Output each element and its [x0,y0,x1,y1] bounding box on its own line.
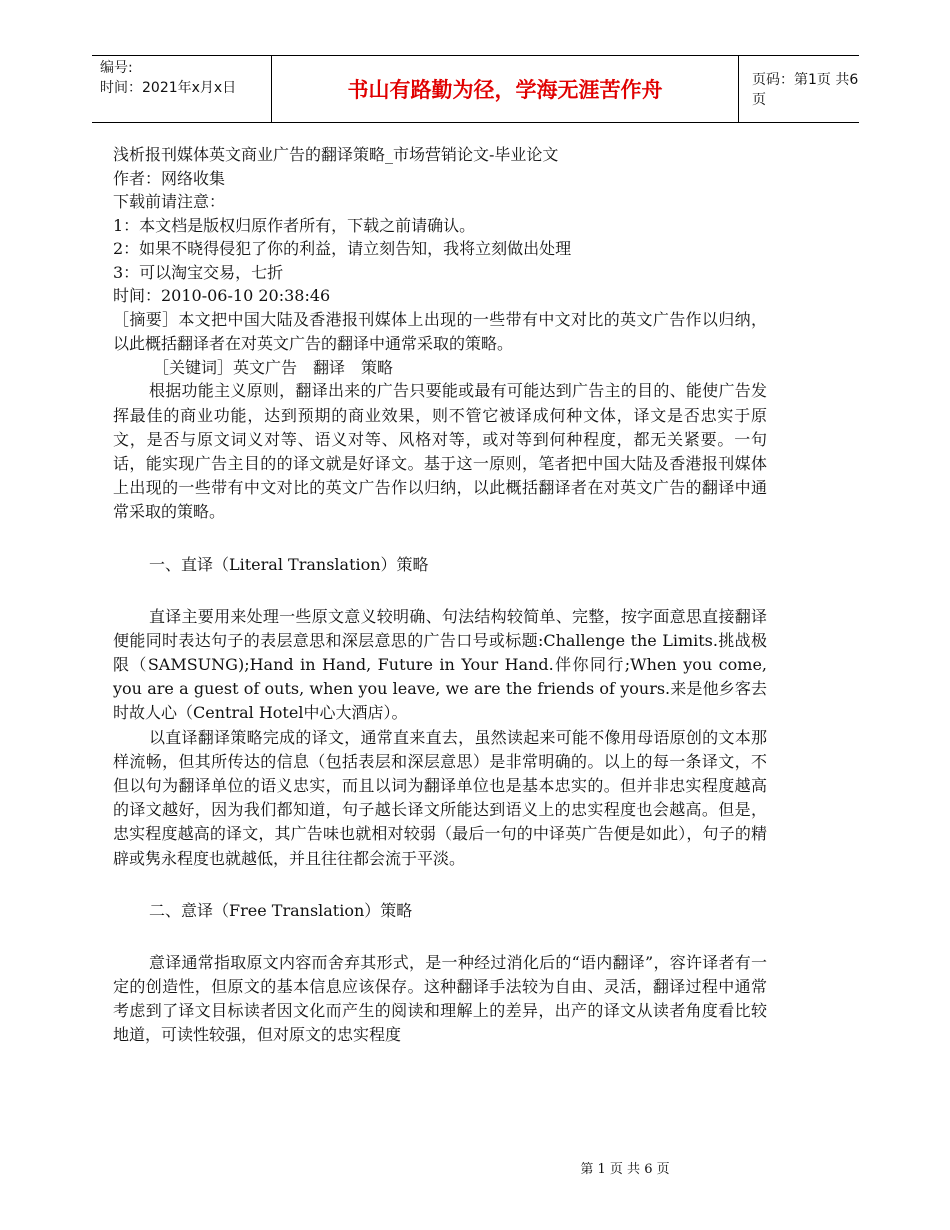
notice-title: 下载前请注意： [113,192,226,211]
notice-item-2: 2：如果不晓得侵犯了你的利益，请立刻告知，我将立刻做出处理 [113,239,572,258]
para-free-1: 意译通常指取原文内容而舍弃其形式，是一种经过消化后的“语内翻译”，容许译者有一定的创造性，但原文的基本信息应该保存。这种翻译手法较为自由、灵活，翻译过程中通常考虑到了译文目标读者因文化而产生的阅读和理解上的差异，出产的译文从读者角度看比较地道，可读性较强，但对原文的忠实程度 [113,952,767,1045]
header-motto: 书山有路勤为径，学海无涯苦作舟 [272,56,739,122]
header-meta [92,56,272,122]
label-time: 时间：2021年x月x日 [100,80,237,96]
section-heading-free: 二、意译（Free Translation）策略 [149,900,413,920]
section-heading-literal: 一、直译（Literal Translation）策略 [149,554,429,574]
document-body [113,143,767,1048]
header-page-info: 页码：第1页 共6页 [752,72,859,108]
doc-title: 浅析报刊媒体英文商业广告的翻译策略_市场营销论文-毕业论文 [113,145,559,164]
keywords: ［关键词］英文广告 翻译 策略 [153,357,394,377]
notice-item-1: 1：本文档是版权归原作者所有，下载之前请确认。 [113,215,476,235]
para-intro: 根据功能主义原则，翻译出来的广告只要能或最有可能达到广告主的目的、能使广告发挥最佳的商业功能，达到预期的商业效果，则不管它被译成何种文体，译文是否忠实于原文，是否与原文词义对等、语义对等、风格对等，或对等到何种程度，都无关紧要。一句话，能实现广告主目的的译文就是好译文。基于这一原则，笔者把中国大陆及香港报刊媒体上出现的一些带有中文对比的英文广告作以归纳，以此概括翻译者在对英文广告的翻译中通常采取的策略。 [113,381,767,522]
label-number: 编号: [100,60,133,76]
page-header [92,55,859,123]
doc-author: 作者：网络收集 [113,168,226,188]
para-literal-1: 直译主要用来处理一些原文意义较明确、句法结构较简单、完整，按字面意思直接翻译便能同时表达句子的表层意思和深层意思的广告口号或标题:Challenge the Limits.挑战极限（SAMSUNG);Hand in Hand, Future in Your Hand.伴你同行;When you come, you are a guest of outs, when you leave, we are the friends of yours.来是他乡客去时故人心（Central Hotel中心大酒店）。 [113,606,767,723]
notice-item-3: 3：可以淘宝交易，七折 [113,262,284,282]
abstract: ［摘要］本文把中国大陆及香港报刊媒体上出现的一些带有中文对比的英文广告作以归纳，以此概括翻译者在对英文广告的翻译中通常采取的策略。 [113,309,767,353]
page-footer: 第 1 页 共 6 页 [580,1162,670,1177]
para-literal-2: 以直译翻译策略完成的译文，通常直来直去，虽然读起来可能不像用母语原创的文本那样流畅，但其所传达的信息（包括表层和深层意思）是非常明确的。以上的每一条译文，不但以句为翻译单位的语义忠实，而且以词为翻译单位也是基本忠实的。但并非忠实程度越高的译文越好，因为我们都知道，句子越长译文所能达到语义上的忠实程度也会越高。但是，忠实程度越高的译文，其广告味也就相对较弱（最后一句的中译英广告便是如此），句子的精辟或隽永程度也就越低，并且往往都会流于平淡。 [113,727,767,868]
doc-time: 时间：2010-06-10 20:38:46 [113,286,331,305]
